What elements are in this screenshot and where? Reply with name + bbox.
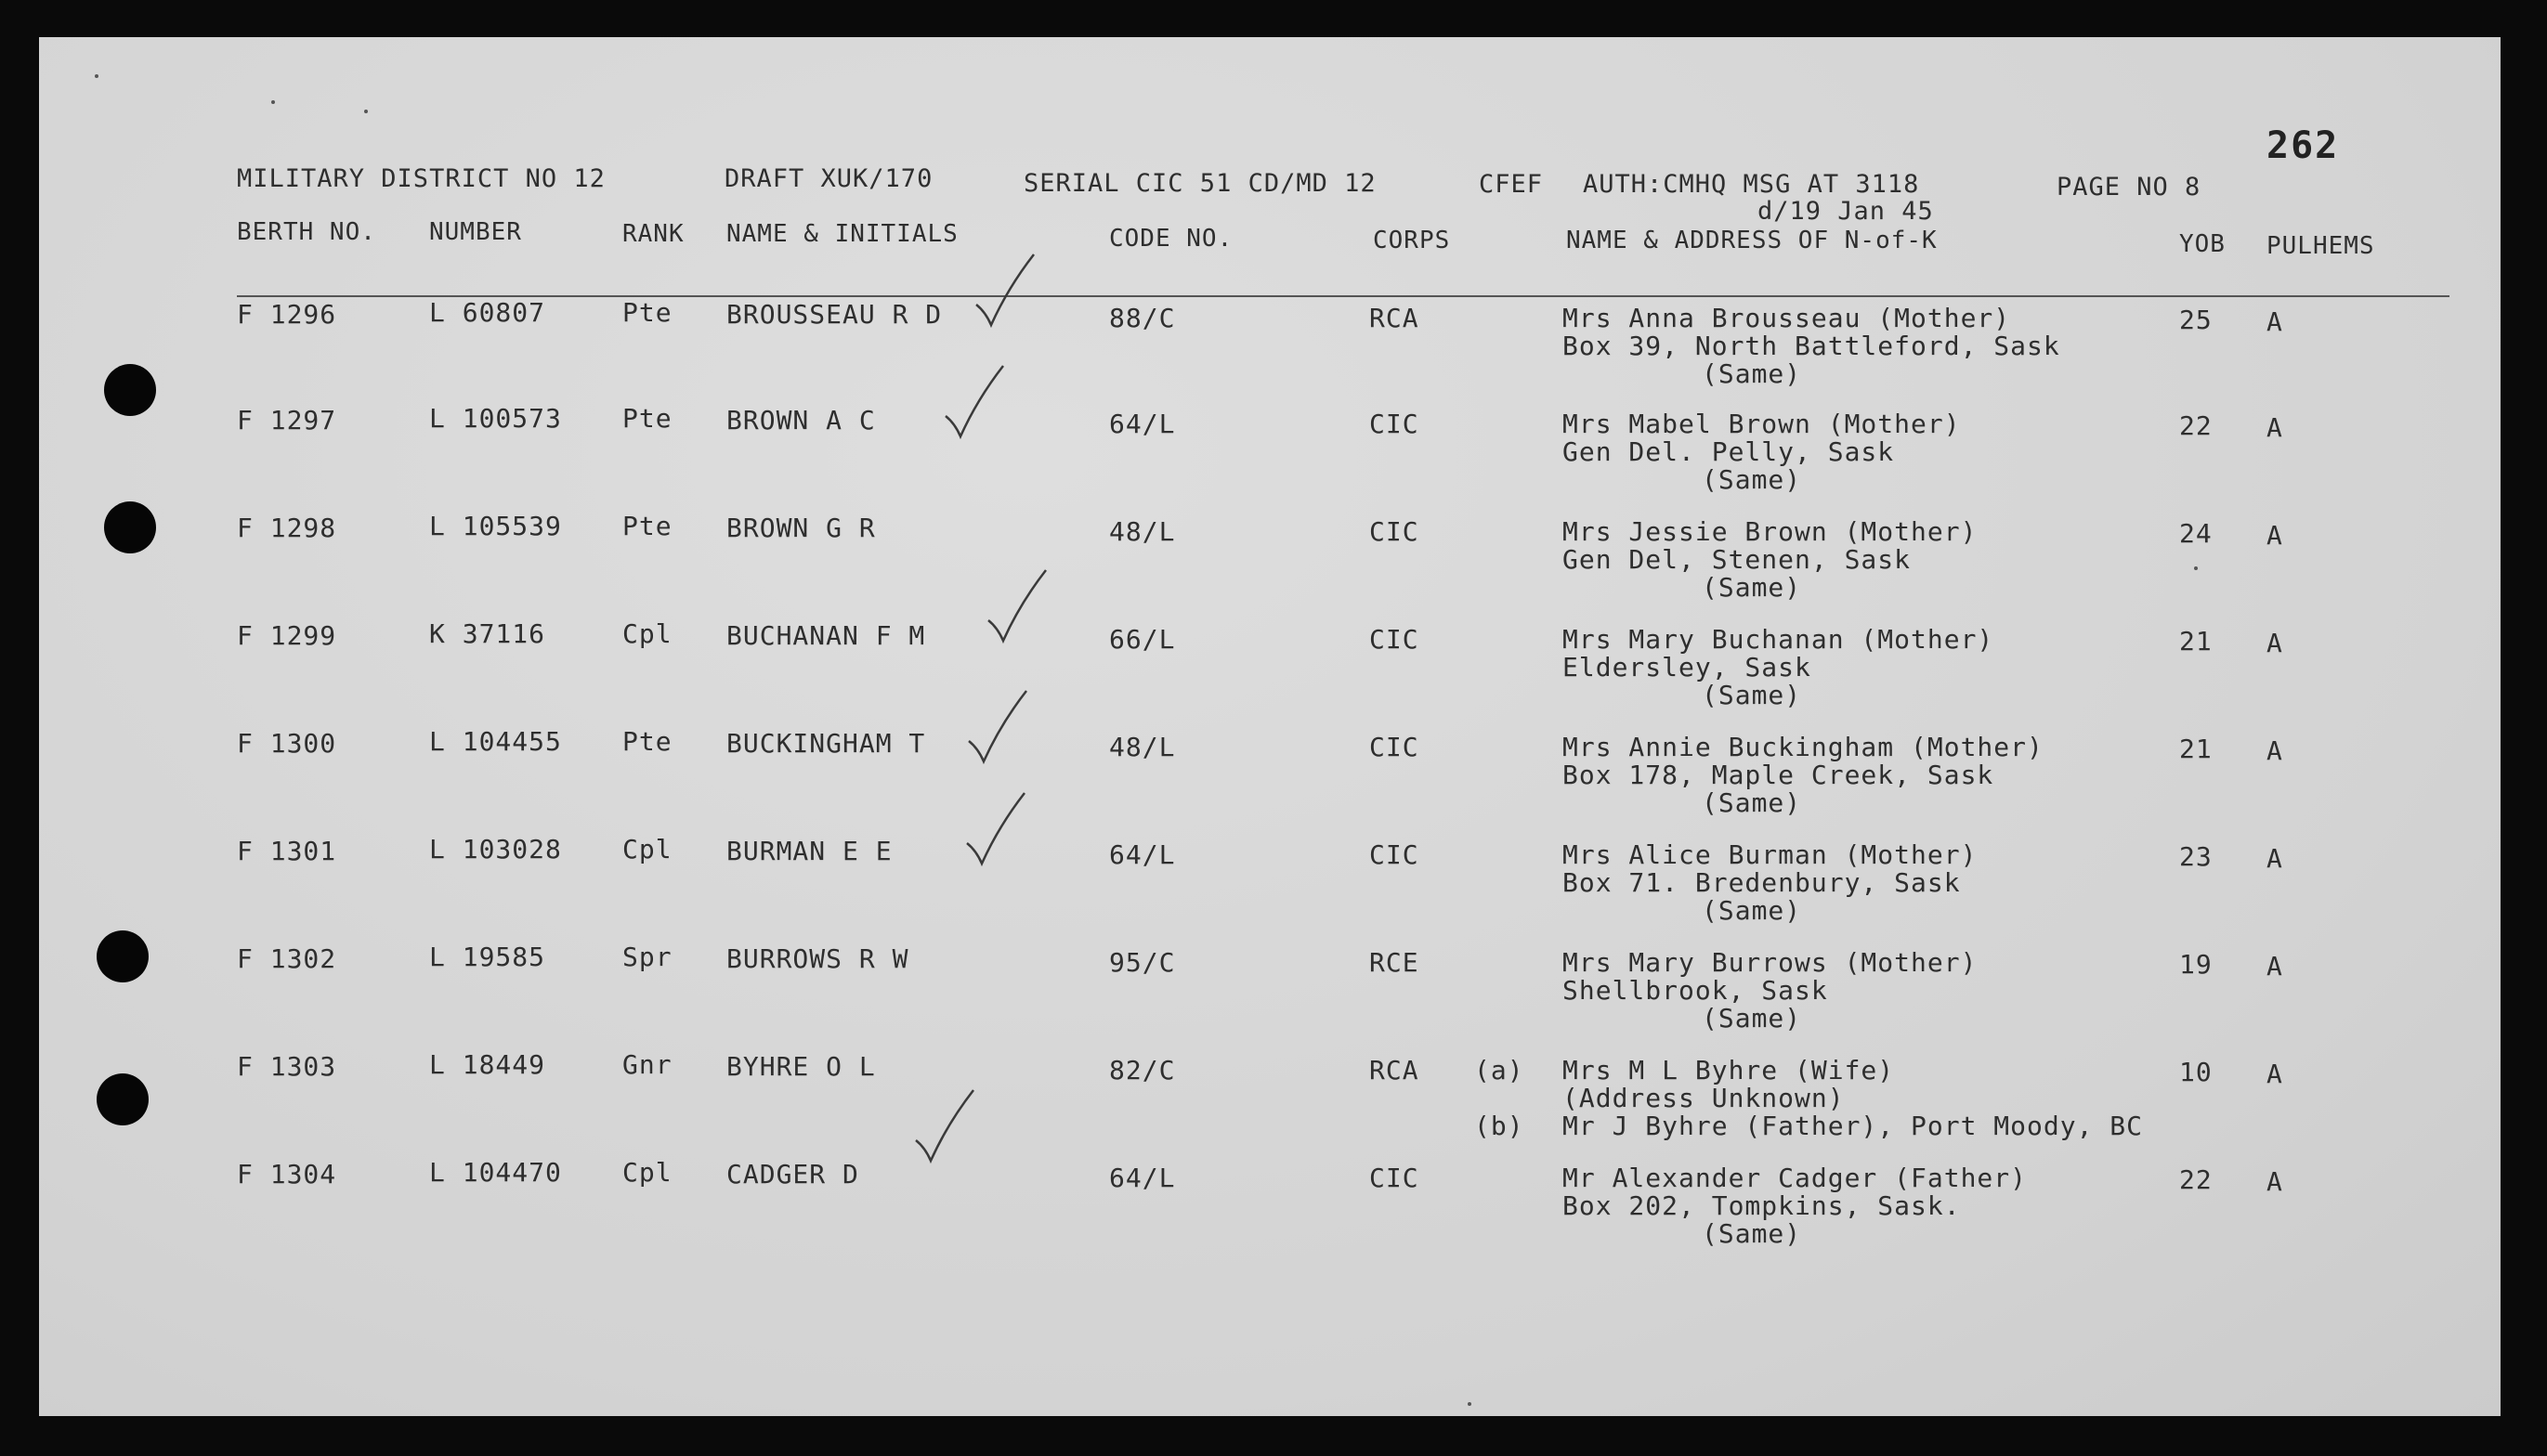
- row-corps: CIC: [1369, 409, 1419, 439]
- row-nok-line: (Same): [1702, 680, 1802, 710]
- row-corps: RCA: [1369, 1055, 1419, 1086]
- row-nok-line: Mr Alexander Cadger (Father): [1562, 1163, 2028, 1193]
- row-nok-line: Box 39, North Battleford, Sask: [1562, 331, 2060, 361]
- row-nok-label-a: (a): [1474, 1055, 1524, 1086]
- header-authority: AUTH:CMHQ MSG AT 3118: [1583, 170, 1920, 199]
- row-rank: Pte: [622, 511, 673, 541]
- row-berth-number: F 1298: [237, 513, 337, 543]
- row-nok-line: Mrs M L Byhre (Wife): [1562, 1055, 1895, 1086]
- row-nok-line: (Same): [1702, 1218, 1802, 1249]
- row-nok-line: Mrs Jessie Brown (Mother): [1562, 516, 1978, 547]
- row-berth-number: F 1302: [237, 943, 337, 974]
- row-nok-line: (Same): [1702, 464, 1802, 495]
- row-name: CADGER D: [726, 1159, 859, 1190]
- row-nok-line: Mrs Anna Brousseau (Mother): [1562, 303, 2011, 333]
- row-pulhems: A: [2266, 735, 2283, 766]
- row-corps: CIC: [1369, 516, 1419, 547]
- page-number: 262: [2266, 124, 2340, 167]
- column-header-berth: BERTH NO.: [237, 218, 376, 246]
- punch-hole: [97, 930, 149, 982]
- row-pulhems: A: [2266, 520, 2283, 551]
- row-yob: 22: [2179, 1164, 2213, 1195]
- row-berth-number: F 1299: [237, 620, 337, 651]
- row-name: BROUSSEAU R D: [726, 299, 943, 330]
- row-service-number: L 103028: [429, 834, 562, 864]
- column-header-code: CODE NO.: [1109, 225, 1234, 253]
- check-mark-icon: [973, 251, 1038, 334]
- row-nok-line: (Address Unknown): [1562, 1083, 1845, 1113]
- row-code: 95/C: [1109, 947, 1176, 978]
- row-nok-line: Mrs Alice Burman (Mother): [1562, 839, 1978, 870]
- row-name: BURMAN E E: [726, 836, 893, 866]
- row-rank: Pte: [622, 403, 673, 434]
- row-code: 82/C: [1109, 1055, 1176, 1086]
- row-nok-line: Box 71. Bredenbury, Sask: [1562, 867, 1961, 898]
- row-yob: 22: [2179, 410, 2213, 441]
- punch-hole: [97, 1073, 149, 1125]
- row-service-number: L 19585: [429, 942, 546, 972]
- row-pulhems: A: [2266, 843, 2283, 874]
- row-pulhems: A: [2266, 628, 2283, 658]
- column-header-corps: CORPS: [1373, 227, 1451, 254]
- row-service-number: L 18449: [429, 1049, 546, 1080]
- document-sheet: [39, 37, 2501, 1416]
- row-code: 66/L: [1109, 624, 1176, 655]
- row-pulhems: A: [2266, 951, 2283, 982]
- row-nok-line: (Same): [1702, 572, 1802, 603]
- header-draft: DRAFT XUK/170: [725, 164, 934, 193]
- column-header-pulhems: PULHEMS: [2266, 232, 2375, 260]
- row-berth-number: F 1300: [237, 728, 337, 759]
- row-nok-line: Shellbrook, Sask: [1562, 975, 1828, 1006]
- row-corps: CIC: [1369, 624, 1419, 655]
- row-corps: CIC: [1369, 1163, 1419, 1193]
- column-header-number: NUMBER: [429, 218, 522, 246]
- row-nok-line: Mr J Byhre (Father), Port Moody, BC: [1562, 1111, 2144, 1141]
- row-pulhems: A: [2266, 412, 2283, 443]
- row-rank: Cpl: [622, 834, 673, 864]
- row-name: BROWN G R: [726, 513, 876, 543]
- check-mark-icon: [912, 1086, 977, 1170]
- row-rank: Cpl: [622, 618, 673, 649]
- row-name: BURROWS R W: [726, 943, 909, 974]
- row-nok-label-b: (b): [1474, 1111, 1524, 1141]
- row-rank: Cpl: [622, 1157, 673, 1188]
- row-name: BUCKINGHAM T: [726, 728, 926, 759]
- speck: [95, 74, 98, 78]
- row-berth-number: F 1301: [237, 836, 337, 866]
- header-force: CFEF: [1479, 170, 1544, 199]
- row-nok-line: (Same): [1702, 895, 1802, 926]
- row-service-number: L 104470: [429, 1157, 562, 1188]
- speck: [271, 100, 275, 104]
- row-pulhems: A: [2266, 306, 2283, 337]
- header-military-district: MILITARY DISTRICT NO 12: [237, 164, 606, 193]
- row-name: BYHRE O L: [726, 1051, 876, 1082]
- row-service-number: L 100573: [429, 403, 562, 434]
- row-pulhems: A: [2266, 1166, 2283, 1197]
- row-code: 64/L: [1109, 1163, 1176, 1193]
- row-yob: 10: [2179, 1057, 2213, 1087]
- row-name: BROWN A C: [726, 405, 876, 436]
- row-nok-line: Gen Del, Stenen, Sask: [1562, 544, 1912, 575]
- row-nok-line: (Same): [1702, 358, 1802, 389]
- check-mark-icon: [963, 789, 1028, 873]
- row-nok-line: Mrs Mary Buchanan (Mother): [1562, 624, 1994, 655]
- column-header-nok: NAME & ADDRESS OF N-of-K: [1566, 227, 1938, 254]
- row-nok-line: Eldersley, Sask: [1562, 652, 1811, 682]
- row-service-number: L 105539: [429, 511, 562, 541]
- row-berth-number: F 1303: [237, 1051, 337, 1082]
- row-nok-line: Mrs Mabel Brown (Mother): [1562, 409, 1961, 439]
- row-pulhems: A: [2266, 1059, 2283, 1089]
- row-berth-number: F 1297: [237, 405, 337, 436]
- row-nok-line: Box 178, Maple Creek, Sask: [1562, 760, 1994, 790]
- row-yob: 23: [2179, 841, 2213, 872]
- row-berth-number: F 1296: [237, 299, 337, 330]
- row-yob: 21: [2179, 734, 2213, 764]
- row-rank: Gnr: [622, 1049, 673, 1080]
- speck: [1468, 1402, 1471, 1406]
- row-code: 64/L: [1109, 839, 1176, 870]
- row-code: 64/L: [1109, 409, 1176, 439]
- row-berth-number: F 1304: [237, 1159, 337, 1190]
- row-service-number: L 60807: [429, 297, 546, 328]
- column-header-yob: YOB: [2179, 230, 2226, 258]
- header-page: PAGE NO 8: [2057, 173, 2201, 202]
- row-nok-line: Mrs Annie Buckingham (Mother): [1562, 732, 2044, 762]
- row-rank: Pte: [622, 297, 673, 328]
- punch-hole: [104, 501, 156, 553]
- row-code: 48/L: [1109, 732, 1176, 762]
- column-header-rank: RANK: [622, 220, 685, 248]
- row-rank: Spr: [622, 942, 673, 972]
- row-nok-line: Gen Del. Pelly, Sask: [1562, 436, 1895, 467]
- speck: [364, 110, 368, 113]
- row-service-number: L 104455: [429, 726, 562, 757]
- row-code: 48/L: [1109, 516, 1176, 547]
- header-rule: [237, 295, 2449, 297]
- row-rank: Pte: [622, 726, 673, 757]
- row-yob: 21: [2179, 626, 2213, 656]
- check-mark-icon: [965, 687, 1030, 771]
- header-authority-date: d/19 Jan 45: [1757, 197, 1934, 226]
- punch-hole: [104, 364, 156, 416]
- speck: [2194, 566, 2198, 570]
- check-mark-icon: [985, 566, 1050, 650]
- row-nok-line: Mrs Mary Burrows (Mother): [1562, 947, 1978, 978]
- row-code: 88/C: [1109, 303, 1176, 333]
- row-name: BUCHANAN F M: [726, 620, 926, 651]
- row-yob: 24: [2179, 518, 2213, 549]
- row-nok-line: Box 202, Tompkins, Sask.: [1562, 1190, 1961, 1221]
- check-mark-icon: [942, 362, 1007, 446]
- row-nok-line: (Same): [1702, 787, 1802, 818]
- row-corps: CIC: [1369, 732, 1419, 762]
- row-yob: 25: [2179, 305, 2213, 335]
- row-corps: RCE: [1369, 947, 1419, 978]
- row-yob: 19: [2179, 949, 2213, 980]
- row-corps: CIC: [1369, 839, 1419, 870]
- row-corps: RCA: [1369, 303, 1419, 333]
- row-service-number: K 37116: [429, 618, 546, 649]
- header-serial: SERIAL CIC 51 CD/MD 12: [1024, 169, 1377, 198]
- row-nok-line: (Same): [1702, 1003, 1802, 1034]
- column-header-name: NAME & INITIALS: [726, 220, 959, 248]
